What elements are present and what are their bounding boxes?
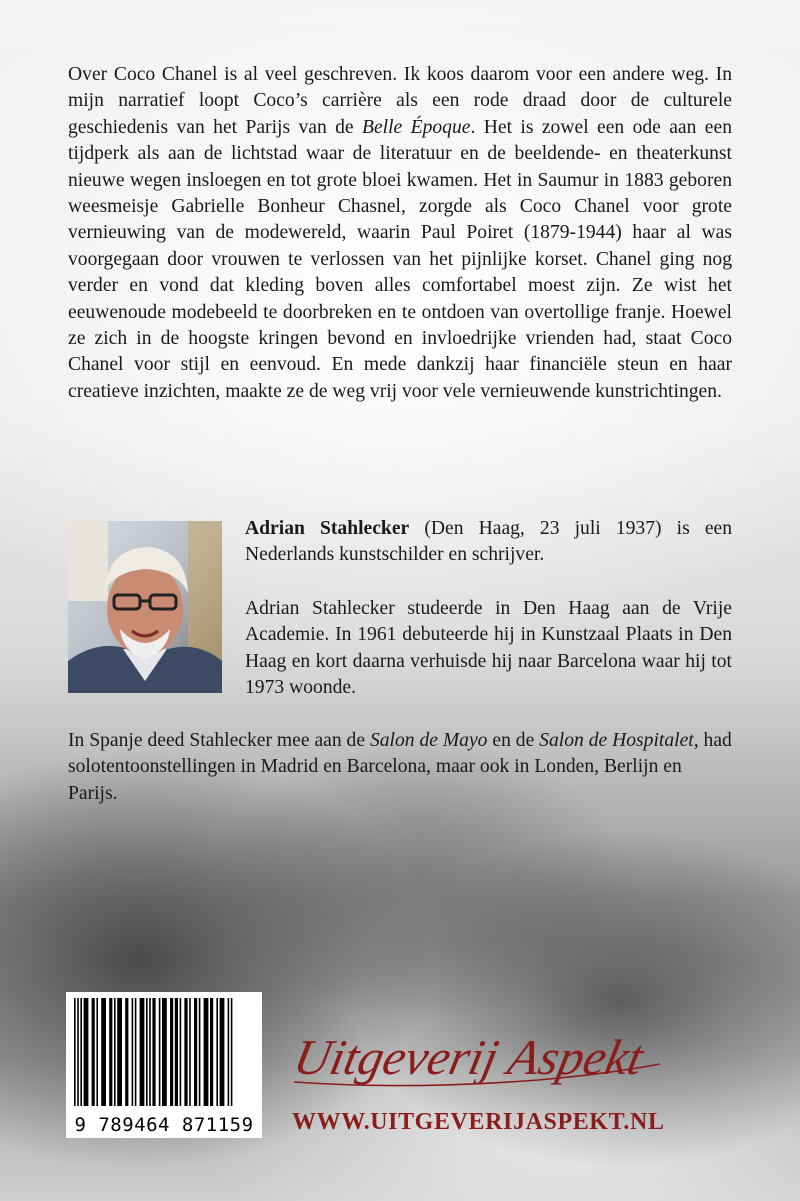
barcode-bar xyxy=(132,998,134,1106)
barcode-bar xyxy=(170,998,173,1106)
barcode-bar xyxy=(146,998,148,1106)
author-photo xyxy=(68,521,222,693)
barcode-bar xyxy=(77,998,79,1106)
barcode-bars xyxy=(66,992,262,1112)
barcode-bar xyxy=(210,998,213,1106)
barcode-bar xyxy=(231,998,233,1106)
bio3-text-a: In Spanje deed Stahlecker mee aan de xyxy=(68,730,370,751)
intro-belle-epoque: Belle Époque xyxy=(362,116,471,138)
barcode-bar xyxy=(204,998,209,1106)
barcode-bar xyxy=(135,998,137,1106)
barcode-bar xyxy=(96,998,98,1106)
barcode-bar xyxy=(117,998,122,1106)
publisher-logo xyxy=(288,1024,668,1092)
publisher-website[interactable]: WWW.UITGEVERIJASPEKT.NL xyxy=(292,1109,665,1135)
barcode-bar xyxy=(109,998,112,1106)
barcode-bar xyxy=(152,998,155,1106)
intro-text-b: . Het is zowel een ode aan een tijdperk als aan de lichtstad waar de literatuur en de beeldende- en theaterkunst nieuwe wegen insloegen en tot grote bloei kwamen. Het in Saumur in 1883 geboren weesmeisje Gabrielle Bonheur Chasnel, zorgde als Coco Chanel voor grote vernieuwing van de modewereld, waarin Paul Poiret (1879-1944) haar al was voorgegaan door vrouwen te verlossen van het pijnlijke korset. Chanel ging nog verder en vond dat kleding boven alles comfortabel moest zijn. Ze wist het eeuwenoude modebeeld te doorbreken en te ontdoen van overtollige franje. Hoewel ze zich in de hoogste kringen bevond en invloedrijke vrienden had, staat Coco Chanel voor stijl en eenvoud. En mede dankzij haar financiële steun en haar creatieve inzichten, maakte ze de weg vrij voor vele vernieuwende kunstrichtingen. xyxy=(68,116,732,402)
isbn-barcode xyxy=(66,992,262,1138)
author-bio-intro xyxy=(245,516,732,569)
barcode-bar xyxy=(180,998,182,1106)
barcode-bar xyxy=(194,998,197,1106)
barcode-bar xyxy=(199,998,201,1106)
bio3-text-c: had solotentoonstellingen in Madrid en Barcelona, maar ook in Londen, Berlijn en Parijs. xyxy=(68,730,732,804)
barcode-bar xyxy=(216,998,218,1106)
author-name: Adrian Stahlecker xyxy=(245,518,410,539)
salon-de-mayo: Salon de Mayo xyxy=(369,730,488,751)
barcode-bar xyxy=(175,998,178,1106)
barcode-digits: 9 789464 871159 xyxy=(74,1114,254,1136)
author-bio-intro-text: (Den Haag, 23 juli 1937) is een Nederlands kunstschilder en schrijver. xyxy=(245,518,733,566)
publisher-logo-text: Uitgeverij Aspekt xyxy=(289,1029,649,1085)
barcode-bar xyxy=(189,998,191,1106)
barcode-bar xyxy=(101,998,106,1106)
intro-paragraph xyxy=(68,62,732,405)
barcode-bar xyxy=(220,998,225,1106)
barcode-bar xyxy=(162,998,167,1106)
barcode-bar xyxy=(159,998,161,1106)
barcode-bar xyxy=(149,998,151,1106)
author-bio-exhibitions xyxy=(68,728,732,807)
barcode-bar xyxy=(114,998,116,1106)
barcode-bar xyxy=(140,998,145,1106)
barcode-bar xyxy=(74,998,76,1106)
bio3-text-b: en de xyxy=(487,730,540,751)
salon-de-hospitalet: Salon de Hospitalet, xyxy=(539,730,699,751)
barcode-bar xyxy=(184,998,187,1106)
barcode-bar xyxy=(228,998,230,1106)
barcode-bar xyxy=(84,998,89,1106)
barcode-bar xyxy=(80,998,82,1106)
barcode-bar xyxy=(125,998,128,1106)
barcode-bar xyxy=(92,998,95,1106)
intro-text-a: Over Coco Chanel is al veel geschreven. Ik koos daarom voor een andere weg. In mijn narratief loopt Coco’s carrière als een rode draad door de culturele geschiedenis van het Parijs van de xyxy=(68,64,732,138)
author-bio-career: Adrian Stahlecker studeerde in Den Haag aan de Vrije Academie. In 1961 debuteerde hij in Kunstzaal Plaats in Den Haag en kort daarna verhuisde hij naar Barcelona waar hij tot 1973 woonde. xyxy=(245,598,732,699)
